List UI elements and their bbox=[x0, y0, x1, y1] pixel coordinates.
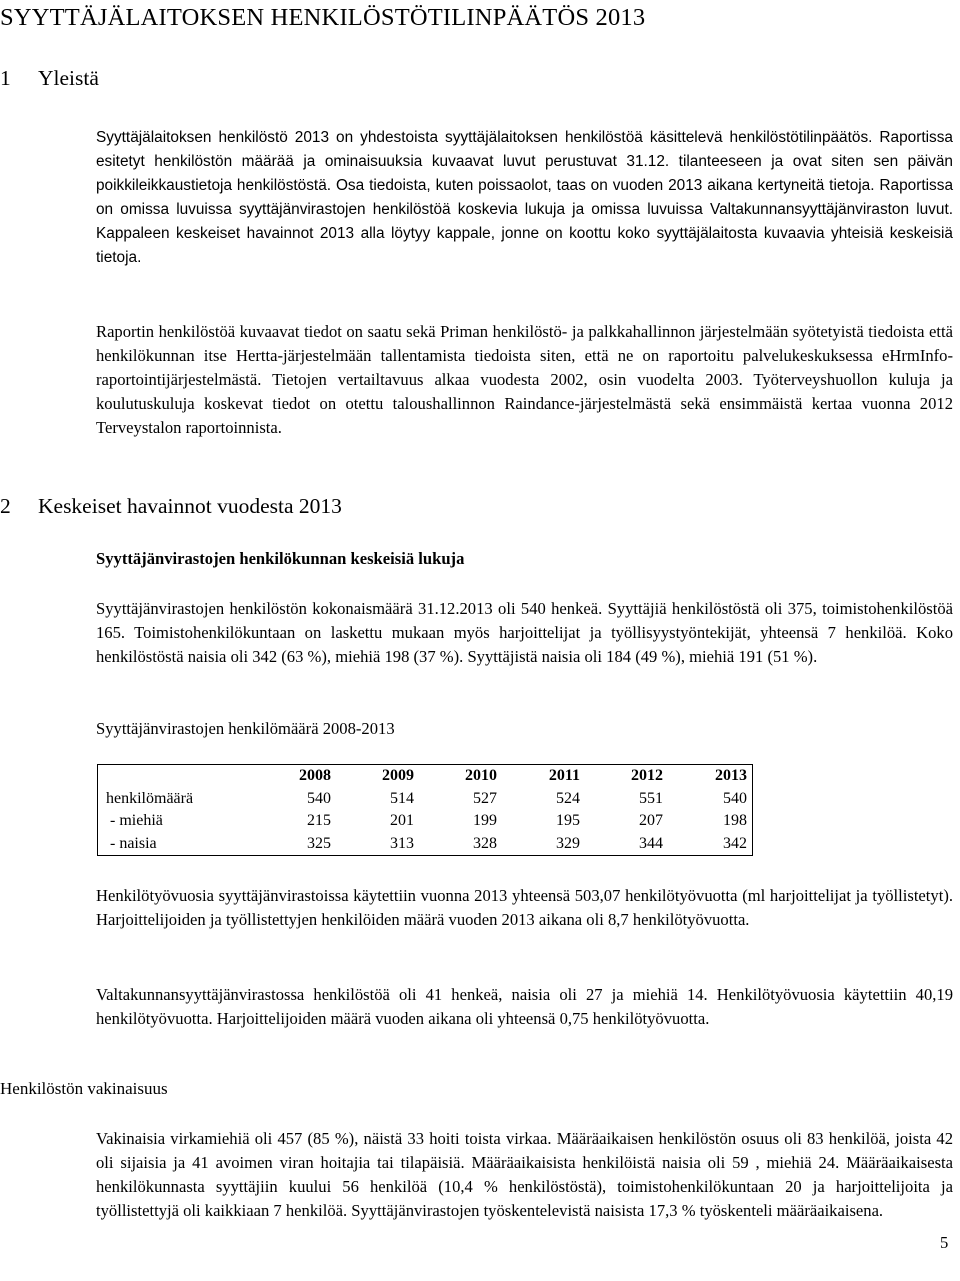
table-cell: 514 bbox=[390, 789, 414, 807]
section-title: Yleistä bbox=[38, 66, 99, 90]
section-heading-1 bbox=[0, 66, 99, 91]
row-label: - naisia bbox=[106, 835, 157, 853]
table-row bbox=[98, 810, 753, 833]
table-row bbox=[98, 833, 753, 856]
permanence-paragraph: Vakinaisia virkamiehiä oli 457 (85 %), näistä 33 hoiti toista virkaa. Määräaikaisen henkilöstön osuus oli 83 henkilöä, joista 42 oli sijaisia ja 41 avoimen viran hoitajia tai tilapäisiä. Määräaikaisista henkilöistä naisia oli 59 , miehiä 24. Määräaikaisesta henkilökunnasta syyttäjiin kuului 56 henkilöä (10,4 % henkilöstöstä), toimistohenkilökuntaan 20 ja harjoittelijoita ja työllistettyjä oli kaikkiaan 7 henkilöä. Syyttäjänvirastojen työskentelevistä naisista 17,3 % työskenteli määräaikaisena. bbox=[96, 1129, 953, 1220]
table-cell: 524 bbox=[556, 789, 580, 807]
table-cell: 199 bbox=[473, 812, 497, 830]
year-header: 2011 bbox=[548, 767, 580, 785]
table-cell: 329 bbox=[556, 835, 580, 853]
table-corner-cell bbox=[98, 765, 249, 788]
section-heading-2 bbox=[0, 494, 342, 519]
sources-paragraph: Raportin henkilöstöä kuvaavat tiedot on saatu sekä Priman henkilöstö- ja palkkahallinnon järjestelmään syötetyistä tiedoista että henkilökunnan itse Hertta-järjestelmään tallentamista tiedoista siten, että ne on raportoitu palvelukeskuksessa eHrmInfo- raportointijärjestelmästä. Tietojen vertailtavuus alkaa vuodesta 2002, osin vuodelta 2003. Työterveyshuollon kuluja ja koulutuskuluja koskevat tiedot on otettu taloushallinnon Raindance-järjestelmästä sekä ensimmäistä kertaa vuonna 2012 Terveystalon raportoinnista. bbox=[96, 322, 953, 437]
intro-paragraph: Syyttäjälaitoksen henkilöstö 2013 on yhdestoista syyttäjälaitoksen henkilöstöä käsittelevä henkilöstötilinpäätös. Raportissa esitetyt henkilöstön määrää ja ominaisuuksia kuvaavat luvut perustuvat 31.12. tilanteeseen ja ovat siten sen päivän poikkileikkaustietoja henkilöstöstä. Osa tiedoista, kuten poissaolot, taas on vuoden 2013 aikana kertyneitä tietoja. Raportissa on omissa luvuissa syyttäjänvirastojen henkilöstöä koskevia lukuja ja omissa luvuissa Valtakunnansyyttäjänviraston luvut. Kappaleen keskeiset havainnot 2013 alla löytyy kappale, jonne on koottu koko syyttäjälaitosta kuvaavia yhteisiä keskeisiä tietoja. bbox=[96, 129, 953, 266]
section-number: 2 bbox=[0, 494, 11, 518]
year-header: 2013 bbox=[715, 767, 747, 785]
section-title: Keskeiset havainnot vuodesta 2013 bbox=[38, 494, 342, 518]
table-cell: 342 bbox=[723, 835, 747, 853]
table-cell: 207 bbox=[639, 812, 663, 830]
vksv-paragraph: Valtakunnansyyttäjänvirastossa henkilöstöä oli 41 henkeä, naisia oli 27 ja miehiä 14. Henkilötyövuosia käytettiin 40,19 henkilötyövuotta. Harjoittelijoiden määrä vuoden aikana oli yhteensä 0,75 henkilötyövuotta. bbox=[96, 985, 953, 1028]
subheading: Syyttäjänvirastojen henkilökunnan keskeisiä lukuja bbox=[96, 549, 465, 568]
table-cell: 215 bbox=[307, 812, 331, 830]
table-header-row bbox=[98, 765, 753, 788]
table-cell: 540 bbox=[723, 789, 747, 807]
table-cell: 201 bbox=[390, 812, 414, 830]
table-cell: 313 bbox=[390, 835, 414, 853]
table-cell: 325 bbox=[307, 835, 331, 853]
table-cell: 551 bbox=[639, 789, 663, 807]
row-label: henkilömäärä bbox=[106, 789, 194, 807]
row-label: - miehiä bbox=[106, 812, 163, 830]
table-row bbox=[98, 788, 753, 811]
headcount-paragraph: Syyttäjänvirastojen henkilöstön kokonaismäärä 31.12.2013 oli 540 henkeä. Syyttäjiä henkilöstöstä oli 375, toimistohenkilöstöä 165. Toimistohenkilökuntaan on laskettu mukaan myös harjoittelijat ja työllisyystyöntekijät, yhteensä 7 henkilöä. Koko henkilöstöstä naisia oli 342 (63 %), miehiä 198 (37 %). Syyttäjistä naisia oli 184 (49 %), miehiä 191 (51 %). bbox=[96, 599, 953, 666]
table-cell: 344 bbox=[639, 835, 663, 853]
page-number: 5 bbox=[940, 1233, 949, 1252]
table-cell: 198 bbox=[723, 812, 747, 830]
table-cell: 527 bbox=[473, 789, 497, 807]
document-title: SYYTTÄJÄLAITOKSEN HENKILÖSTÖTILINPÄÄTÖS 2013 bbox=[0, 4, 646, 31]
person-years-paragraph: Henkilötyövuosia syyttäjänvirastoissa käytettiin vuonna 2013 yhteensä 503,07 henkilötyövuotta (ml harjoittelijat ja työllistetyt). Harjoittelijoiden ja työllistettyjen henkilöiden määrä vuoden 2013 aikana oli 8,7 henkilötyövuotta. bbox=[96, 886, 953, 929]
table-cell: 540 bbox=[307, 789, 331, 807]
table-cell: 195 bbox=[556, 812, 580, 830]
year-header: 2012 bbox=[631, 767, 663, 785]
year-header: 2009 bbox=[382, 767, 414, 785]
year-header: 2008 bbox=[299, 767, 331, 785]
year-header: 2010 bbox=[465, 767, 497, 785]
headcount-table bbox=[97, 764, 753, 856]
side-heading: Henkilöstön vakinaisuus bbox=[0, 1079, 168, 1098]
section-number: 1 bbox=[0, 66, 11, 90]
table-cell: 328 bbox=[473, 835, 497, 853]
table-caption: Syyttäjänvirastojen henkilömäärä 2008-2013 bbox=[96, 719, 395, 738]
